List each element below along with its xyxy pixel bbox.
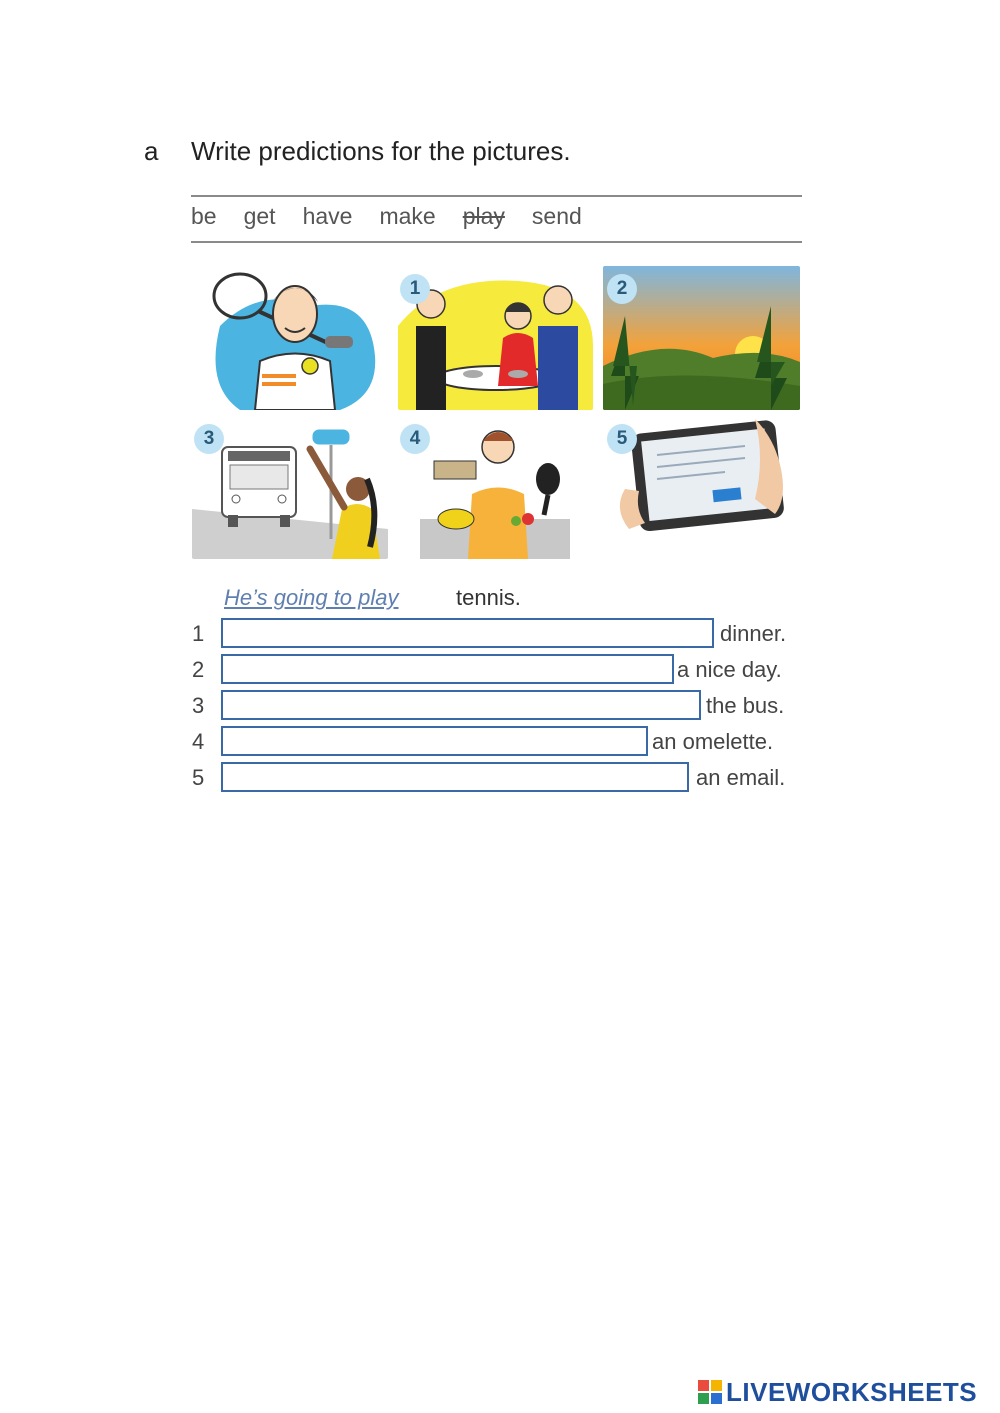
logo-text: LIVEWORKSHEETS bbox=[726, 1376, 978, 1407]
picture-number-badge: 3 bbox=[194, 424, 224, 454]
answer-input-4[interactable] bbox=[221, 726, 648, 756]
picture-tennis-player bbox=[200, 266, 388, 410]
answer-input-3[interactable] bbox=[221, 690, 701, 720]
question-number: 4 bbox=[192, 729, 205, 754]
exercise-title: Write predictions for the pictures. bbox=[191, 136, 571, 166]
word-bank-item: get bbox=[243, 203, 276, 229]
picture-cooking-eggs bbox=[398, 419, 578, 559]
word-bank-top-rule bbox=[191, 195, 802, 197]
sentence-ending: an omelette. bbox=[652, 729, 774, 754]
example-answer: He’s going to play bbox=[224, 585, 399, 610]
picture-sunny-landscape bbox=[603, 266, 800, 410]
word-bank-item: make bbox=[379, 203, 436, 229]
sentence-ending: a nice day. bbox=[677, 657, 782, 682]
question-number: 1 bbox=[192, 621, 205, 646]
sentence-ending: the bus. bbox=[706, 693, 785, 718]
answer-input-5[interactable] bbox=[221, 762, 689, 792]
picture-number-badge: 5 bbox=[607, 424, 637, 454]
picture-bus-stop bbox=[192, 419, 388, 559]
picture-restaurant-dinner bbox=[398, 266, 593, 410]
picture-number-badge: 4 bbox=[400, 424, 430, 454]
example-ending: tennis. bbox=[456, 585, 521, 610]
picture-number-badge: 2 bbox=[607, 274, 637, 304]
question-number: 5 bbox=[192, 765, 205, 790]
sentence-ending: an email. bbox=[696, 765, 786, 790]
word-bank-item: send bbox=[531, 203, 582, 229]
exercise-letter: a bbox=[144, 136, 159, 166]
word-bank-item: be bbox=[191, 203, 217, 229]
liveworksheets-logo bbox=[698, 1378, 977, 1406]
sentence-ending: dinner. bbox=[720, 621, 787, 646]
word-bank-item-struck: play bbox=[462, 203, 505, 229]
picture-tablet-email bbox=[605, 419, 787, 534]
question-number: 2 bbox=[192, 657, 205, 682]
question-number: 3 bbox=[192, 693, 205, 718]
answer-input-2[interactable] bbox=[221, 654, 674, 684]
answer-input-1[interactable] bbox=[221, 618, 714, 648]
logo-blocks-icon bbox=[698, 1380, 722, 1404]
word-bank bbox=[191, 203, 802, 237]
word-bank-bottom-rule bbox=[191, 241, 802, 243]
picture-number-badge: 1 bbox=[400, 274, 430, 304]
word-bank-item: have bbox=[302, 203, 353, 229]
